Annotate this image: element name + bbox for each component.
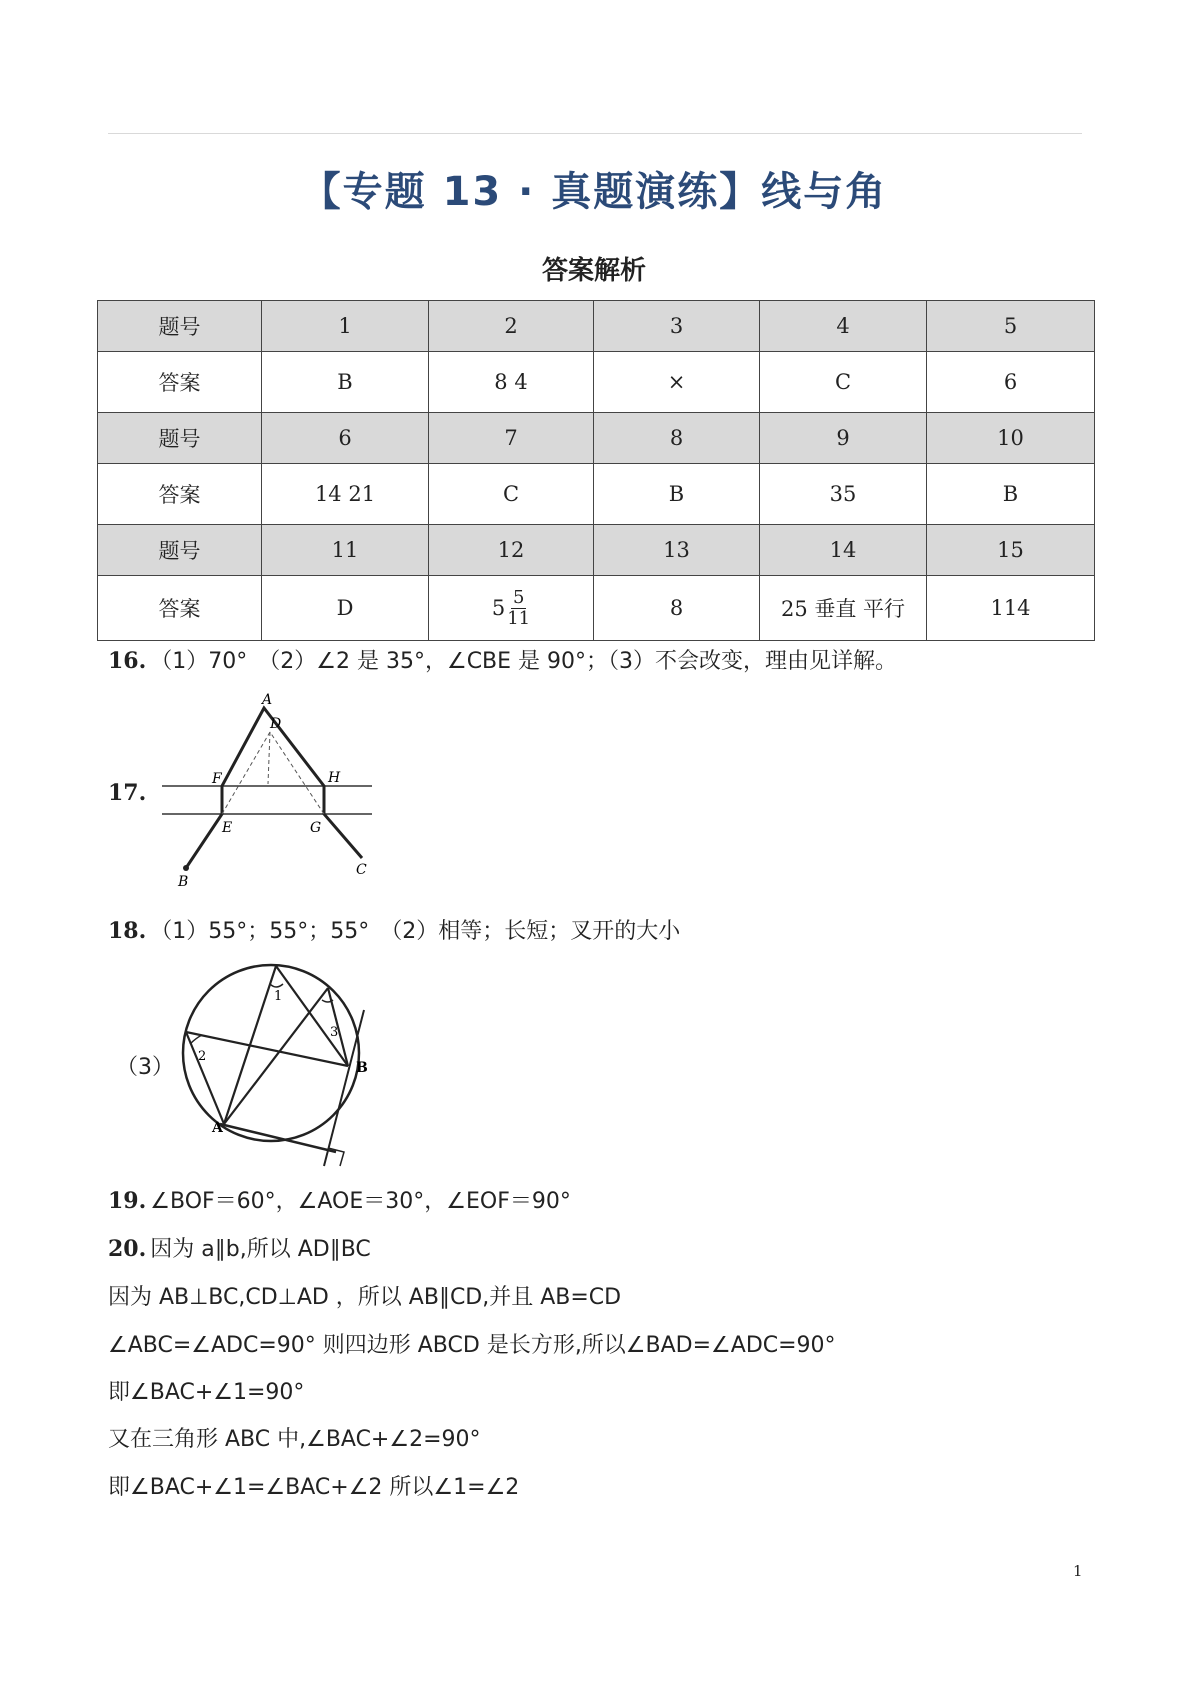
table-row: [98, 413, 1095, 464]
table-cell: 2: [429, 301, 594, 352]
label-E: E: [222, 820, 233, 836]
table-cell: 13: [594, 525, 760, 576]
label-B: B: [356, 1060, 368, 1076]
table-header-cell: 答案: [98, 576, 262, 641]
table-cell: 10: [927, 413, 1095, 464]
table-header-cell: 答案: [98, 464, 262, 525]
question-number: 20.: [108, 1236, 147, 1262]
angle-label-2: 2: [198, 1049, 207, 1064]
table-header-cell: 题号: [98, 413, 262, 464]
label-B: B: [178, 874, 189, 890]
table-row: [98, 576, 1095, 641]
figure-18: [176, 956, 386, 1168]
label-A: A: [262, 692, 273, 708]
table-cell: 4: [760, 301, 927, 352]
question-number: 19.: [108, 1188, 147, 1214]
question-number: 18.: [108, 918, 147, 944]
angle-label-3: 3: [330, 1025, 339, 1040]
table-cell: 6: [262, 413, 429, 464]
table-cell: 25 垂直 平行: [760, 576, 927, 641]
answer-18-part3-label: （3）: [116, 1055, 174, 1080]
page-number: 1: [1073, 1562, 1083, 1580]
header-rule: [108, 133, 1082, 134]
table-row: [98, 525, 1095, 576]
table-cell: 15: [927, 525, 1095, 576]
table-cell: 114: [927, 576, 1095, 641]
figure-17: [150, 688, 390, 896]
table-cell: C: [429, 464, 594, 525]
table-cell: 8: [594, 576, 760, 641]
fraction-denominator: 11: [507, 607, 531, 629]
table-cell: 9: [760, 413, 927, 464]
table-header-cell: 题号: [98, 301, 262, 352]
page-subtitle: 答案解析: [541, 256, 646, 286]
label-C: C: [356, 862, 367, 878]
table-cell: B: [262, 352, 429, 413]
table-cell: 8: [594, 413, 760, 464]
answer-text: （1）55°；55°；55° （2）相等；长短；叉开的大小: [150, 919, 681, 944]
mixed-fraction: [492, 588, 530, 629]
table-cell: 8 4: [429, 352, 594, 413]
answer-20-line-6: 即∠BAC+∠1=∠BAC+∠2 所以∠1=∠2: [108, 1475, 520, 1500]
answer-19: [108, 1184, 571, 1215]
table-cell-fraction: [429, 576, 594, 641]
answer-20-line-5: 又在三角形 ABC 中,∠BAC+∠2=90°: [108, 1427, 481, 1452]
table-cell: 1: [262, 301, 429, 352]
question-number-17: 17.: [108, 780, 147, 806]
answer-text: 因为 a∥b,所以 AD∥BC: [150, 1237, 371, 1262]
answer-20-line-1: [108, 1232, 371, 1263]
label-H: H: [328, 770, 341, 786]
table-cell: C: [760, 352, 927, 413]
table-cell: 5: [927, 301, 1095, 352]
table-header-cell: 题号: [98, 525, 262, 576]
table-row: [98, 301, 1095, 352]
label-F: F: [212, 771, 222, 787]
angle-label-1: 1: [274, 989, 283, 1004]
table-row: [98, 352, 1095, 413]
label-D: D: [270, 716, 282, 732]
answer-20-line-2: 因为 AB⊥BC,CD⊥AD ，所以 AB∥CD,并且 AB=CD: [108, 1285, 622, 1310]
page-title: 【专题 13 · 真题演练】线与角: [300, 169, 888, 215]
table-cell: 3: [594, 301, 760, 352]
table-cell: D: [262, 576, 429, 641]
table-cell: B: [594, 464, 760, 525]
table-cell: 6: [927, 352, 1095, 413]
answer-18: [108, 914, 680, 945]
table-cell: B: [927, 464, 1095, 525]
answer-text: ∠BOF＝60°，∠AOE＝30°，∠EOF＝90°: [150, 1189, 571, 1214]
fraction-whole: 5: [491, 596, 506, 620]
answer-20-line-3: ∠ABC=∠ADC=90° 则四边形 ABCD 是长方形,所以∠BAD=∠ADC=90°: [108, 1333, 836, 1358]
answer-20-line-4: 即∠BAC+∠1=90°: [108, 1380, 305, 1405]
table-cell: 12: [429, 525, 594, 576]
answer-16: [108, 644, 897, 675]
fraction: [507, 588, 530, 629]
table-cell: 11: [262, 525, 429, 576]
table-cell: 35: [760, 464, 927, 525]
answer-text: （1）70° （2）∠2 是 35°，∠CBE 是 90°；（3）不会改变，理由见详解。: [150, 649, 898, 674]
label-A: A: [212, 1120, 223, 1136]
table-cell: 7: [429, 413, 594, 464]
fraction-numerator: 5: [512, 586, 525, 608]
table-cell: 14 21: [262, 464, 429, 525]
table-cell: ×: [594, 352, 760, 413]
table-cell: 14: [760, 525, 927, 576]
table-row: [98, 464, 1095, 525]
label-G: G: [310, 820, 322, 836]
table-header-cell: 答案: [98, 352, 262, 413]
question-number: 16.: [108, 648, 147, 674]
answer-table: [97, 300, 1095, 641]
